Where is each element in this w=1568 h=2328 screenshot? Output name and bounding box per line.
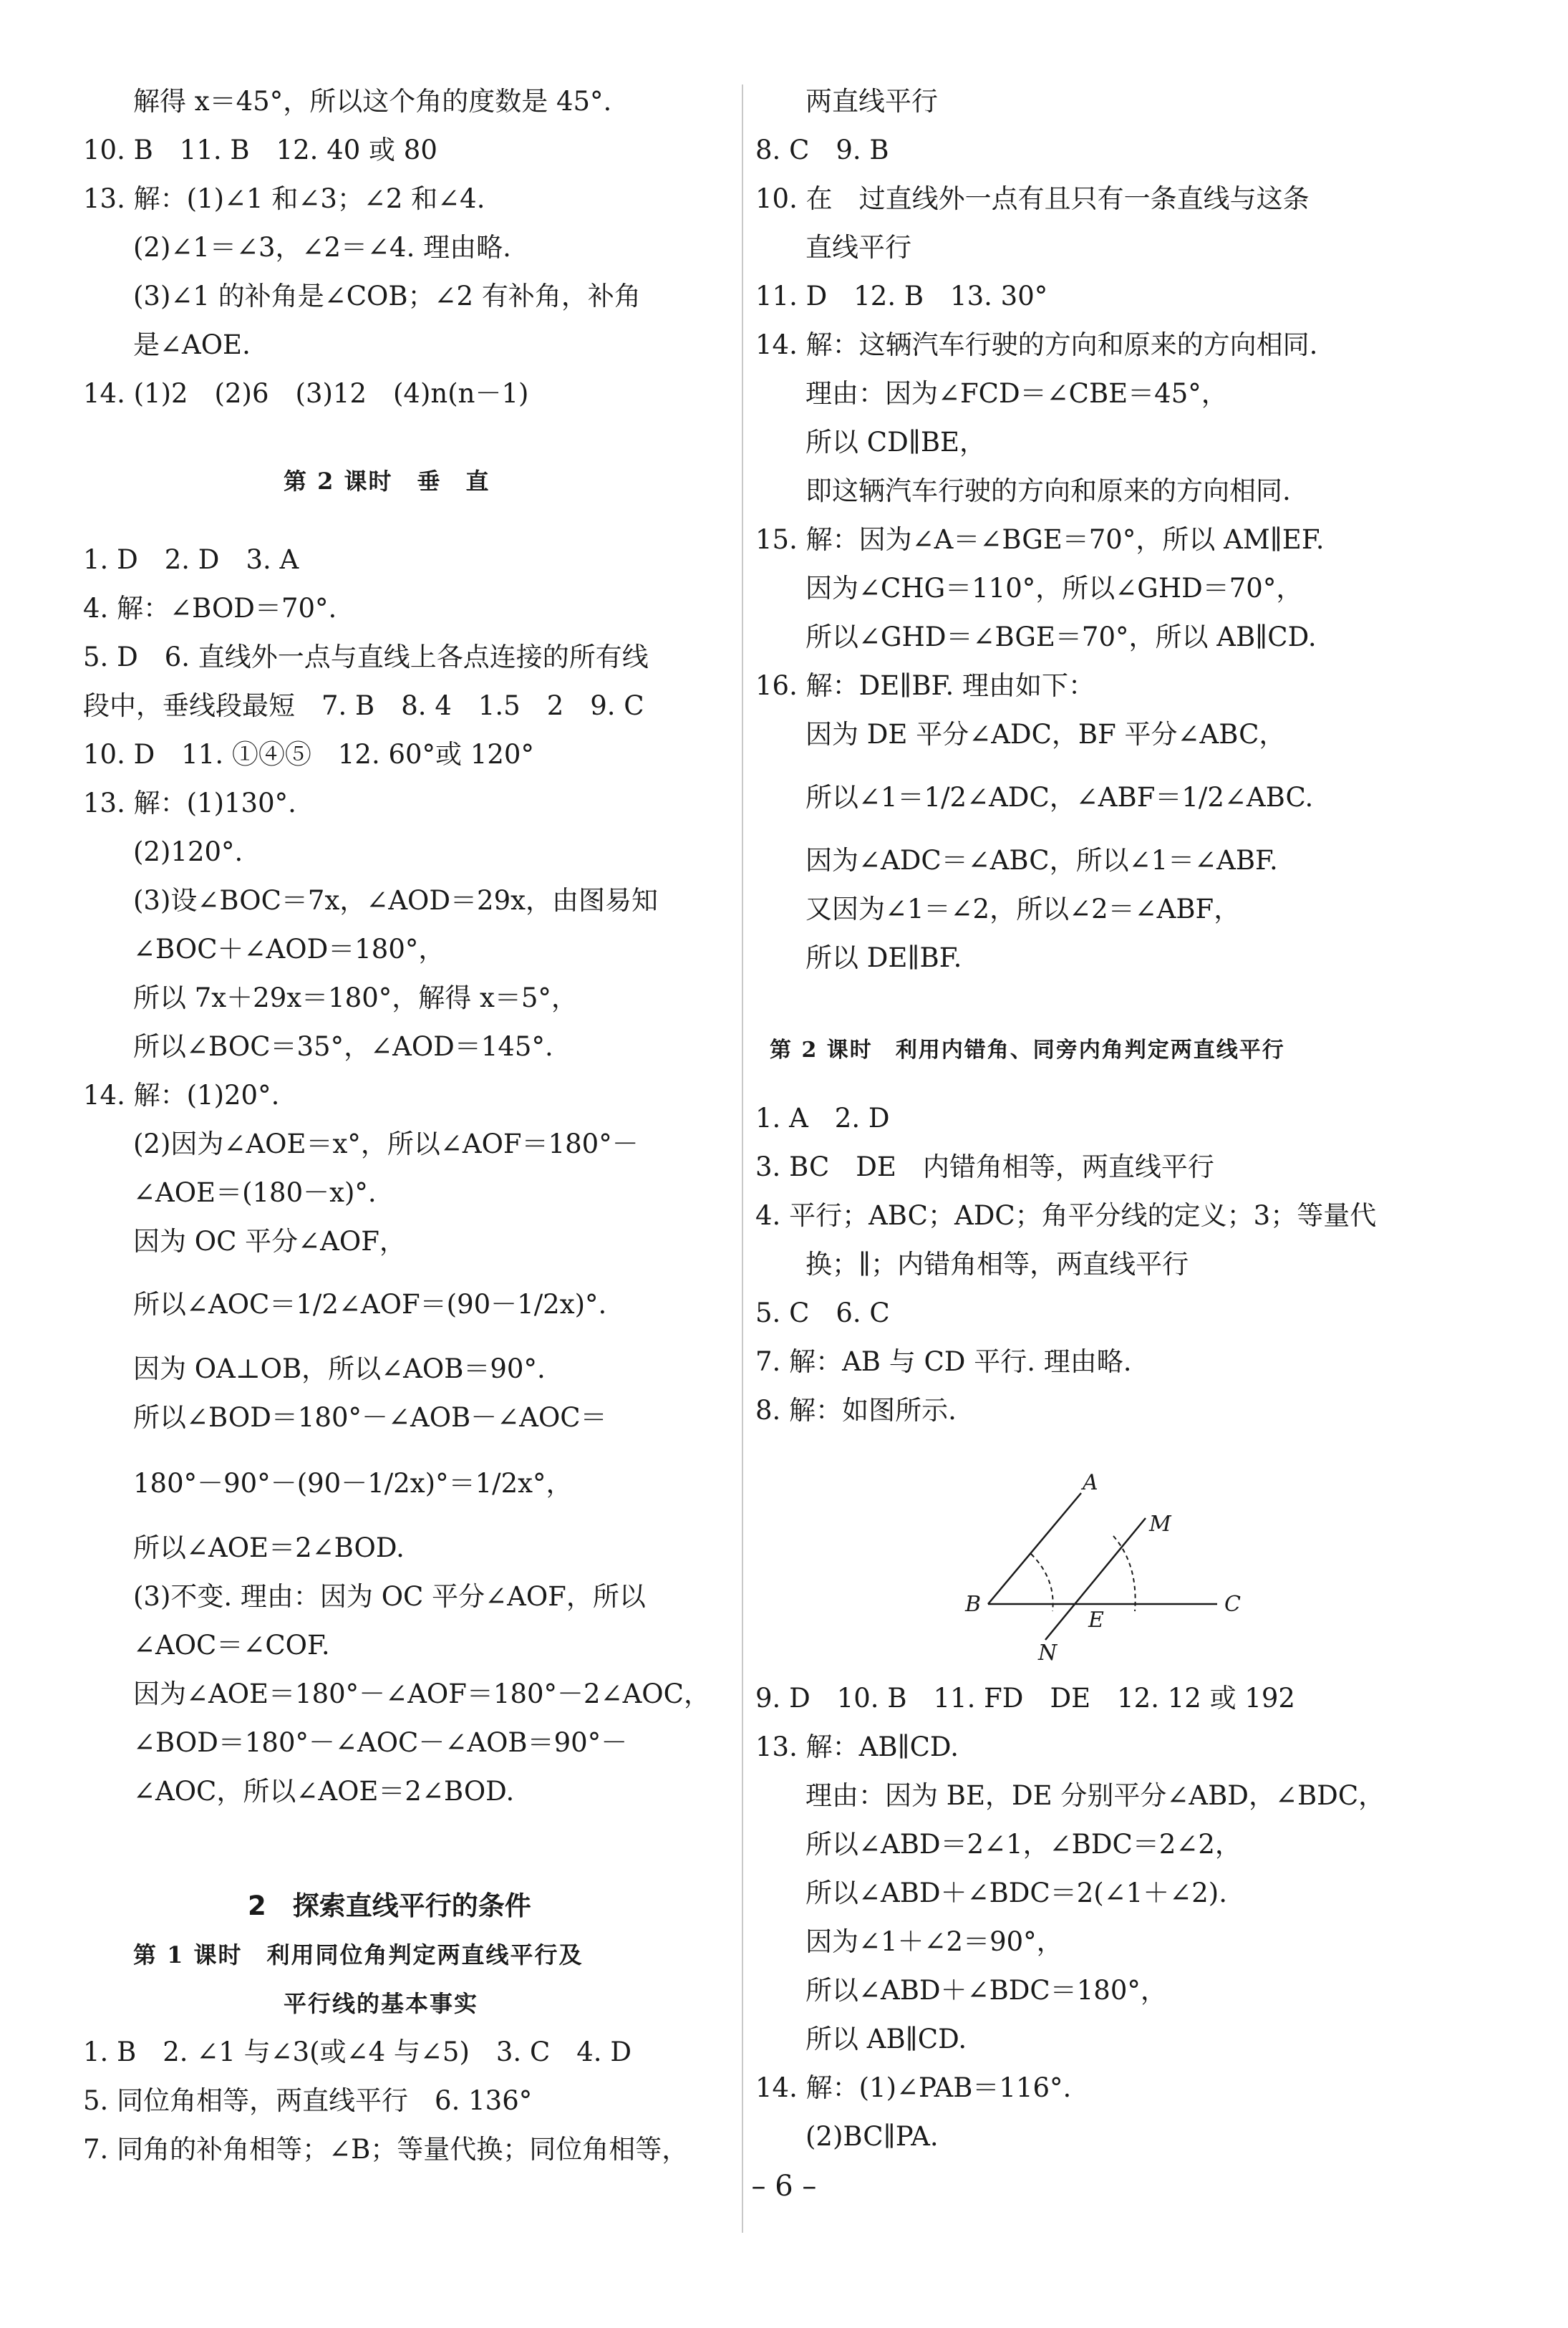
- text-line: 5. D 6. 直线外一点与直线上各点连接的所有线: [83, 642, 649, 672]
- arc-construction: [1031, 1554, 1053, 1611]
- text-line: 所以 7x＋29x＝180°，解得 x＝5°，: [133, 982, 578, 1013]
- text-line: 换；∥；内错角相等，两直线平行: [805, 1249, 1189, 1280]
- text-line: 15. 解：因为∠A＝∠BGE＝70°，所以 AM∥EF.: [755, 524, 1325, 555]
- text-line: 14. 解：(1)20°.: [83, 1080, 280, 1111]
- text-line: 14. 解：这辆汽车行驶的方向和原来的方向相同.: [755, 329, 1318, 360]
- text-line: 所以∠AOE＝2∠BOD.: [133, 1532, 405, 1563]
- column-divider: [742, 84, 743, 2233]
- text-line: (3)不变. 理由：因为 OC 平分∠AOF，所以: [133, 1581, 646, 1612]
- subsection-heading: 第 2 课时 利用内错角、同旁内角判定两直线平行: [770, 1038, 1285, 1063]
- text-line: ∠BOC＋∠AOD＝180°，: [133, 934, 445, 965]
- text-line: 因为 OA⊥OB，所以∠AOB＝90°.: [133, 1353, 546, 1384]
- text-line: 因为∠AOE＝180°－∠AOF＝180°－2∠AOC，: [133, 1679, 710, 1709]
- text-line: (3)设∠BOC＝7x，∠AOD＝29x，由图易知: [133, 885, 659, 916]
- text-line: 11. D 12. B 13. 30°: [755, 281, 1048, 311]
- text-line: 3. BC DE 内错角相等，两直线平行: [755, 1151, 1214, 1182]
- text-line: 因为 OC 平分∠AOF，: [133, 1226, 406, 1257]
- text-line: 1. A 2. D: [755, 1103, 890, 1134]
- text-line: 180°－90°－(90－1/2x)°＝1/2x°，: [133, 1468, 573, 1499]
- label-n: N: [1038, 1641, 1058, 1661]
- text-line: 所以 CD∥BE，: [805, 427, 987, 458]
- text-line: 所以∠1＝1/2∠ADC，∠ABF＝1/2∠ABC.: [805, 782, 1314, 813]
- text-line: 段中，垂线段最短 7. B 8. 4 1.5 2 9. C: [83, 690, 644, 721]
- text-line: 7. 解：AB 与 CD 平行. 理由略.: [755, 1346, 1132, 1377]
- text-line: 所以∠ABD＝2∠1，∠BDC＝2∠2，: [805, 1829, 1242, 1860]
- arc-construction: [1113, 1536, 1136, 1611]
- text-line: 10. 在 过直线外一点有且只有一条直线与这条: [755, 183, 1310, 214]
- label-m: M: [1149, 1512, 1171, 1537]
- text-line: 因为∠1＋∠2＝90°，: [805, 1926, 1063, 1957]
- text-line: 理由：因为∠FCD＝∠CBE＝45°，: [805, 378, 1228, 409]
- text-line: 是∠AOE.: [133, 329, 251, 360]
- text-line: 又因为∠1＝∠2，所以∠2＝∠ABF，: [805, 894, 1241, 924]
- text-line: 13. 解：AB∥CD.: [755, 1731, 959, 1762]
- text-line: 13. 解：(1)130°.: [83, 788, 296, 818]
- text-line: (2)∠1＝∠3，∠2＝∠4. 理由略.: [133, 232, 511, 263]
- text-line: 直线平行: [805, 232, 911, 263]
- text-line: 两直线平行: [805, 86, 938, 117]
- text-line: 所以 DE∥BF.: [805, 942, 962, 973]
- label-e: E: [1088, 1608, 1104, 1633]
- text-line: 所以∠GHD＝∠BGE＝70°，所以 AB∥CD.: [805, 622, 1317, 652]
- text-line: 9. D 10. B 11. FD DE 12. 12 或 192: [755, 1683, 1295, 1714]
- label-c: C: [1224, 1592, 1241, 1617]
- text-line: 因为∠CHG＝110°，所以∠GHD＝70°，: [805, 573, 1303, 604]
- label-a: A: [1083, 1470, 1098, 1495]
- text-line: (3)∠1 的补角是∠COB；∠2 有补角，补角: [133, 281, 641, 311]
- text-line: 5. 同位角相等，两直线平行 6. 136°: [83, 2085, 533, 2116]
- text-line: ∠AOC＝∠COF.: [133, 1630, 330, 1661]
- text-line: ∠BOD＝180°－∠AOC－∠AOB＝90°－: [133, 1727, 628, 1758]
- text-line: 13. 解：(1)∠1 和∠3；∠2 和∠4.: [83, 183, 485, 214]
- text-line: 8. 解：如图所示.: [755, 1395, 957, 1426]
- text-line: 理由：因为 BE，DE 分别平分∠ABD，∠BDC，: [805, 1780, 1385, 1811]
- text-line: 4. 解：∠BOD＝70°.: [83, 593, 337, 624]
- text-line: 所以∠AOC＝1/2∠AOF＝(90－1/2x)°.: [133, 1289, 607, 1320]
- line-ba: [988, 1493, 1081, 1604]
- text-line: (2)BC∥PA.: [805, 2121, 939, 2152]
- text-line: (2)120°.: [133, 836, 243, 867]
- text-line: 8. C 9. B: [755, 135, 889, 165]
- text-line: 因为 DE 平分∠ADC，BF 平分∠ABC，: [805, 719, 1286, 750]
- text-line: 16. 解：DE∥BF. 理由如下：: [755, 670, 1095, 701]
- page-number: – 6 –: [751, 2170, 817, 2203]
- text-line: 14. 解：(1)∠PAB＝116°.: [755, 2072, 1072, 2103]
- text-line: (2)因为∠AOE＝x°，所以∠AOF＝180°－: [133, 1129, 639, 1159]
- section-heading: 第 2 课时 垂 直: [284, 468, 490, 495]
- text-line: 所以∠ABD＋∠BDC＝2(∠1＋∠2).: [805, 1878, 1228, 1908]
- text-line: 因为∠ADC＝∠ABC，所以∠1＝∠ABF.: [805, 845, 1278, 876]
- text-line: ∠AOC，所以∠AOE＝2∠BOD.: [133, 1776, 515, 1807]
- text-line: 所以∠BOC＝35°，∠AOD＝145°.: [133, 1031, 553, 1062]
- text-line: 7. 同角的补角相等；∠B；等量代换；同位角相等，: [83, 2134, 689, 2165]
- text-line: 所以 AB∥CD.: [805, 2024, 967, 2054]
- text-line: 1. B 2. ∠1 与∠3(或∠4 与∠5) 3. C 4. D: [83, 2037, 631, 2067]
- text-line: 所以∠BOD＝180°－∠AOB－∠AOC＝: [133, 1402, 607, 1433]
- text-line: 即这辆汽车行驶的方向和原来的方向相同.: [805, 475, 1291, 506]
- text-line: 所以∠ABD＋∠BDC＝180°，: [805, 1975, 1167, 2006]
- text-line: 解得 x＝45°，所以这个角的度数是 45°.: [133, 86, 612, 117]
- text-line: 1. D 2. D 3. A: [83, 544, 299, 575]
- subsection-heading: 平行线的基本事实: [284, 1990, 479, 2017]
- geometry-figure: [959, 1468, 1260, 1661]
- text-line: 10. B 11. B 12. 40 或 80: [83, 135, 437, 165]
- section-heading: 2 探索直线平行的条件: [248, 1890, 531, 1921]
- text-line: 4. 平行；ABC；ADC；角平分线的定义；3；等量代: [755, 1200, 1377, 1231]
- text-line: 14. (1)2 (2)6 (3)12 (4)n(n－1): [83, 378, 529, 409]
- text-line: 10. D 11. ①④⑤ 12. 60°或 120°: [83, 739, 534, 770]
- text-line: ∠AOE＝(180－x)°.: [133, 1177, 377, 1208]
- subsection-heading: 第 1 课时 利用同位角判定两直线平行及: [133, 1941, 584, 1969]
- text-line: 5. C 6. C: [755, 1298, 890, 1328]
- label-b: B: [965, 1592, 982, 1617]
